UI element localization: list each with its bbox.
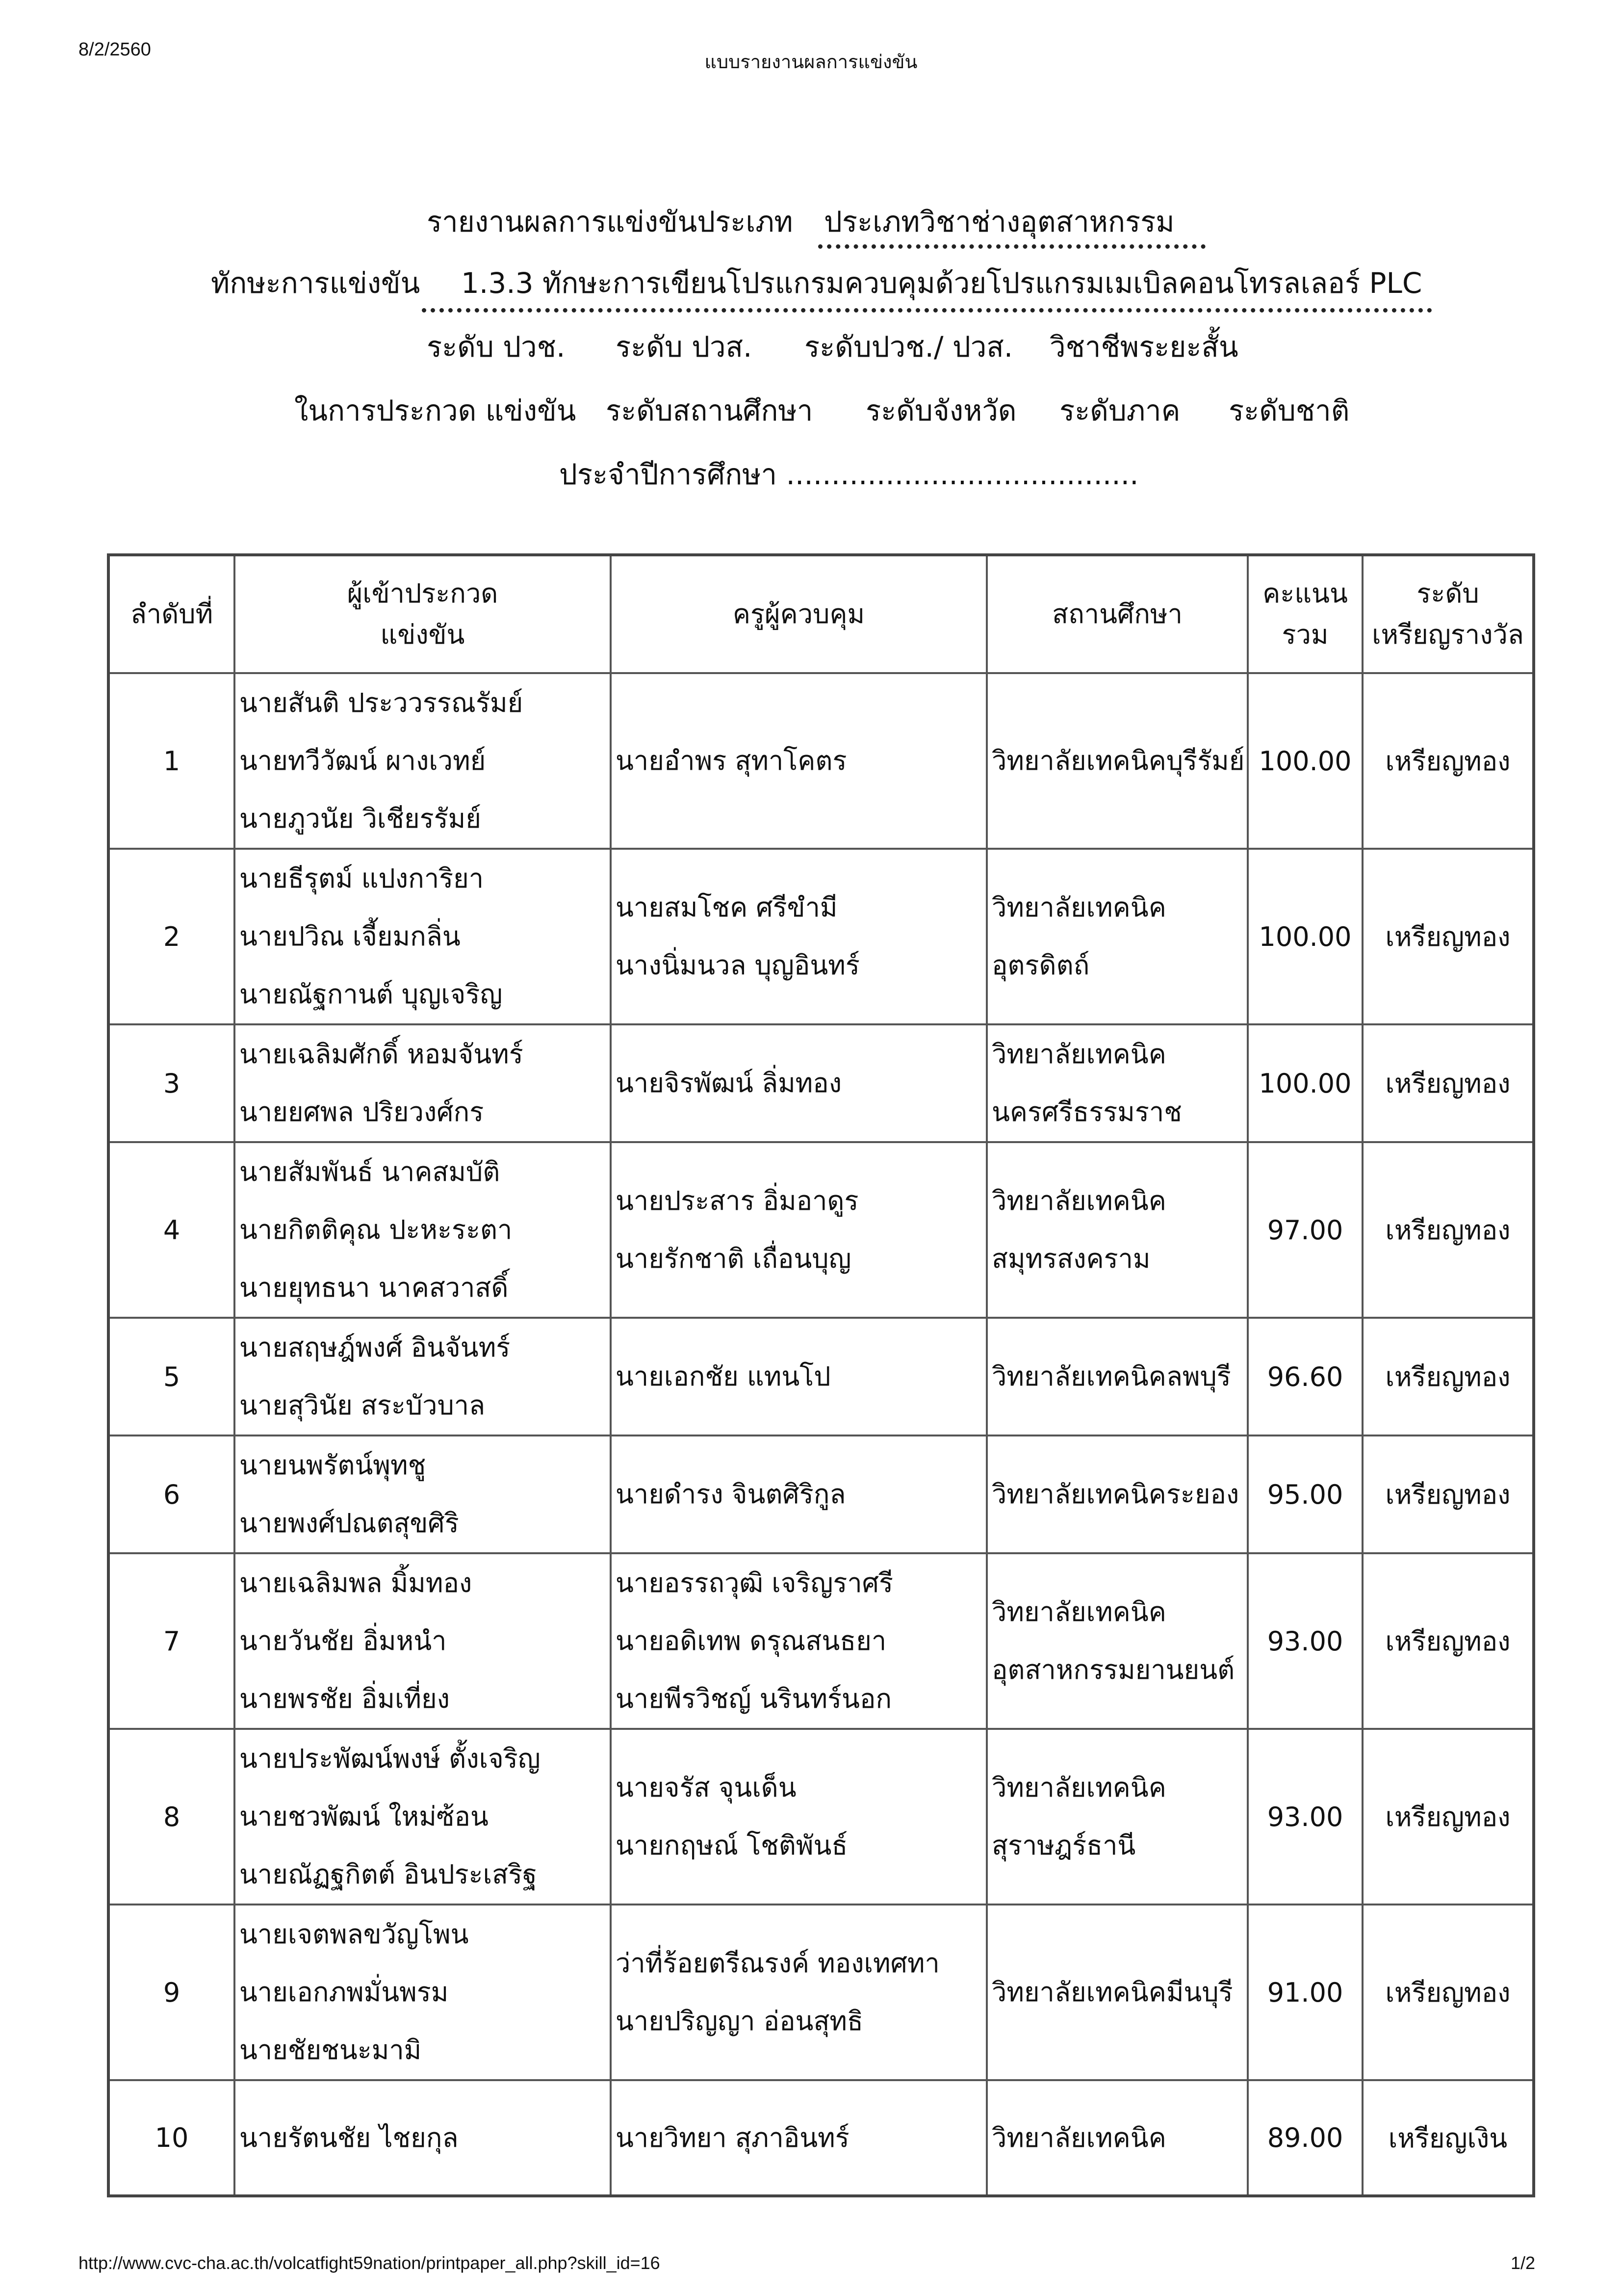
teachers-name: ว่าที่ร้อยตรีณรงค์ ทองเทศทา [616, 1948, 940, 1979]
school-name: วิทยาลัยเทคนิคระยอง [992, 1479, 1239, 1510]
teachers-name: นายปริญญา อ่อนสุทธิ [616, 2006, 863, 2036]
cell-award: เหรียญทอง [1363, 1142, 1534, 1318]
cell-score: 96.60 [1248, 1318, 1363, 1435]
contestants-name: นายกิตติคุณ ปะหะระตา [239, 1214, 513, 1245]
contest-level-region: ระดับภาค [1059, 394, 1181, 427]
cell-award: เหรียญทอง [1363, 1318, 1534, 1435]
cell-teachers [611, 1435, 987, 1553]
contest-level-province: ระดับจังหวัด [866, 394, 1017, 427]
cell-award: เหรียญทอง [1363, 1729, 1534, 1905]
cell-school [987, 2080, 1248, 2196]
print-url: http://www.cvc-cha.ac.th/volcatfight59nation/printpaper_all.php?skill_id=16 [78, 2253, 660, 2273]
print-page-title: แบบรายงานผลการแข่งขัน [704, 51, 918, 73]
teachers-name: นายวิทยา สุภาอินทร์ [616, 2122, 850, 2153]
contestants-name: นายเฉลิมศักดิ์ หอมจันทร์ [239, 1039, 523, 1070]
cell-rank: 6 [108, 1435, 234, 1553]
cell-contestants [234, 1905, 611, 2080]
teachers-name: นายเอกชัย แทนโป [616, 1361, 831, 1392]
school-name: นครศรีธรรมราช [992, 1096, 1182, 1127]
contestants-name: นายยศพล ปริยวงศ์กร [239, 1096, 484, 1127]
teachers-name: นายดำรง จินตศิริกูล [616, 1479, 846, 1510]
table-row [108, 1729, 1534, 1905]
cell-award: เหรียญทอง [1363, 1024, 1534, 1142]
cell-teachers [611, 1024, 987, 1142]
cell-score: 93.00 [1248, 1729, 1363, 1905]
header-teachers: ครูผู้ควบคุม [611, 555, 987, 673]
cell-rank: 10 [108, 2080, 234, 2196]
contestants-name: นายภูวนัย วิเชียรรัมย์ [239, 803, 481, 834]
cell-rank: 9 [108, 1905, 234, 2080]
cell-rank: 3 [108, 1024, 234, 1142]
cell-score: 89.00 [1248, 2080, 1363, 2196]
contestants-name: นายณัฏฐกิตต์ อินประเสริฐ [239, 1859, 537, 1890]
cell-rank: 7 [108, 1553, 234, 1729]
cell-rank: 1 [108, 673, 234, 849]
cell-contestants [234, 1318, 611, 1435]
school-name: วิทยาลัยเทคนิค [992, 1772, 1166, 1803]
cell-contestants [234, 2080, 611, 2196]
table-row [108, 673, 1534, 849]
table-row [108, 1905, 1534, 2080]
teachers-name: นายกฤษณ์ โชติพันธ์ [616, 1830, 848, 1861]
school-name: วิทยาลัยเทคนิค [992, 1596, 1166, 1627]
contestants-name: นายสัมพันธ์ นาคสมบัติ [239, 1156, 500, 1187]
cell-rank: 8 [108, 1729, 234, 1905]
teachers-name: นายพีรวิชญ์ นรินทร์นอก [616, 1683, 892, 1714]
contestants-name: นายธีรุตม์ แปงการิยา [239, 863, 484, 894]
cell-contestants [234, 1435, 611, 1553]
teachers-name: นายอรรถวุฒิ เจริญราศรี [616, 1567, 893, 1598]
table-row [108, 1553, 1534, 1729]
contestants-name: นายวันชัย อิ่มหนำ [239, 1625, 447, 1656]
contestants-name: นายสุวินัย สระบัวบาล [239, 1390, 486, 1421]
contestants-name: นายณัฐกานต์ บุญเจริญ [239, 979, 503, 1010]
header-rank: ลำดับที่ [108, 555, 234, 673]
academic-year: ประจำปีการศึกษา ....................................... [559, 458, 1139, 491]
school-name: อุตสาหกรรมยานยนต์ [992, 1654, 1235, 1685]
cell-teachers [611, 849, 987, 1024]
cell-school [987, 1905, 1248, 2080]
results-table [107, 553, 1535, 2197]
teachers-name: นายจิรพัฒน์ ลิ่มทอง [616, 1068, 842, 1098]
skill-label: ทักษะการแข่งขัน [211, 266, 420, 300]
cell-award: เหรียญทอง [1363, 849, 1534, 1024]
table-row [108, 2080, 1534, 2196]
cell-school [987, 1729, 1248, 1905]
cell-award: เหรียญทอง [1363, 1905, 1534, 2080]
cell-score: 95.00 [1248, 1435, 1363, 1553]
contestants-name: นายเอกภพมั่นพรม [239, 1977, 449, 2008]
skill-value: 1.3.3 ทักษะการเขียนโปรแกรมควบคุมด้วยโปรแกรมเมเบิลคอนโทรลเลอร์ PLC [461, 266, 1422, 300]
school-name: วิทยาลัยเทคนิค [992, 1039, 1166, 1070]
contestants-name: นายปวิณ เจี้ยมกลิ่น [239, 921, 461, 952]
header-score: คะแนน รวม [1248, 555, 1363, 673]
level-option-high-vocational: ระดับ ปวส. [616, 330, 752, 364]
contestants-name: นายสันติ ประววรรณรัมย์ [239, 687, 523, 718]
contestants-name: นายชวพัฒน์ ใหม่ซ้อน [239, 1801, 489, 1832]
contestants-name: นายยุทธนา นาคสวาสดิ์ [239, 1272, 509, 1303]
teachers-name: นายรักชาติ เถื่อนบุญ [616, 1243, 851, 1274]
table-row [108, 849, 1534, 1024]
cell-school [987, 673, 1248, 849]
level-option-short-course: วิชาชีพระยะสั้น [1050, 330, 1238, 364]
cell-contestants [234, 1729, 611, 1905]
contestants-name: นายเฉลิมพล มิ้มทอง [239, 1567, 472, 1598]
contestants-name: นายนพรัตน์พุทชู [239, 1450, 426, 1481]
header-contestants: ผู้เข้าประกวด แข่งขัน [234, 555, 611, 673]
contest-level-nation: ระดับชาติ [1229, 394, 1350, 427]
cell-score: 93.00 [1248, 1553, 1363, 1729]
level-option-both: ระดับปวช./ ปวส. [804, 330, 1013, 364]
table-row [108, 1024, 1534, 1142]
print-date: 8/2/2560 [78, 39, 151, 60]
cell-award: เหรียญทอง [1363, 673, 1534, 849]
header-school: สถานศึกษา [987, 555, 1248, 673]
contestants-name: นายสฤษฎ์พงศ์ อินจันทร์ [239, 1332, 511, 1363]
school-name: วิทยาลัยเทคนิคบุรีรัมย์ [992, 745, 1245, 776]
page-number: 1/2 [1511, 2253, 1536, 2273]
cell-contestants [234, 1024, 611, 1142]
cell-teachers [611, 673, 987, 849]
cell-school [987, 1024, 1248, 1142]
table-row [108, 1142, 1534, 1318]
cell-school [987, 1553, 1248, 1729]
cell-school [987, 1435, 1248, 1553]
cell-award: เหรียญเงิน [1363, 2080, 1534, 2196]
school-name: วิทยาลัยเทคนิค [992, 1185, 1166, 1216]
report-type-value: ประเภทวิชาช่างอุตสาหกรรม [824, 205, 1175, 238]
cell-school [987, 1142, 1248, 1318]
school-name: วิทยาลัยเทคนิค [992, 2122, 1166, 2153]
teachers-name: นายสมโชค ศรีขำมี [616, 892, 838, 923]
teachers-name: นายประสาร อิ่มอาดูร [616, 1185, 859, 1216]
contestants-name: นายประพัฒน์พงษ์ ตั้งเจริญ [239, 1743, 541, 1774]
contestants-name: นายทวีวัฒน์ ผางเวทย์ [239, 745, 486, 776]
dotted-underline [818, 244, 1206, 249]
cell-school [987, 1318, 1248, 1435]
cell-score: 100.00 [1248, 1024, 1363, 1142]
cell-rank: 4 [108, 1142, 234, 1318]
contest-label: ในการประกวด แข่งขัน [294, 394, 576, 427]
cell-score: 100.00 [1248, 849, 1363, 1024]
teachers-name: นายอดิเทพ ดรุณสนธยา [616, 1625, 887, 1656]
level-option-vocational: ระดับ ปวช. [427, 330, 566, 364]
cell-score: 91.00 [1248, 1905, 1363, 2080]
cell-contestants [234, 1553, 611, 1729]
school-name: สุราษฎร์ธานี [992, 1830, 1136, 1861]
school-name: สมุทรสงคราม [992, 1243, 1151, 1274]
cell-contestants [234, 849, 611, 1024]
cell-teachers [611, 1729, 987, 1905]
cell-score: 97.00 [1248, 1142, 1363, 1318]
cell-rank: 2 [108, 849, 234, 1024]
dotted-underline [422, 308, 1432, 313]
teachers-name: นายจรัส จุนเด็น [616, 1772, 797, 1803]
report-type-label: รายงานผลการแข่งขันประเภท [427, 205, 793, 238]
contestants-name: นายรัตนชัย ไชยกุล [239, 2122, 459, 2153]
cell-award: เหรียญทอง [1363, 1435, 1534, 1553]
cell-teachers [611, 1318, 987, 1435]
cell-teachers [611, 2080, 987, 2196]
school-name: วิทยาลัยเทคนิค [992, 892, 1166, 923]
cell-teachers [611, 1905, 987, 2080]
cell-contestants [234, 673, 611, 849]
school-name: อุตรดิตถ์ [992, 950, 1090, 981]
cell-contestants [234, 1142, 611, 1318]
cell-teachers [611, 1142, 987, 1318]
table-row [108, 1318, 1534, 1435]
contestants-name: นายชัยชนะมามิ [239, 2035, 422, 2065]
cell-teachers [611, 1553, 987, 1729]
teachers-name: นางนิ่มนวล บุญอินทร์ [616, 950, 860, 981]
contest-level-school: ระดับสถานศึกษา [606, 394, 813, 427]
table-row [108, 1435, 1534, 1553]
contestants-name: นายพงศ์ปณตสุขศิริ [239, 1508, 459, 1539]
teachers-name: นายอำพร สุทาโคตร [616, 745, 847, 776]
cell-score: 100.00 [1248, 673, 1363, 849]
header-award: ระดับ เหรียญรางวัล [1363, 555, 1534, 673]
contestants-name: นายเจตพลขวัญโพน [239, 1919, 469, 1950]
school-name: วิทยาลัยเทคนิคลพบุรี [992, 1361, 1231, 1392]
contestants-name: นายพรชัย อิ่มเที่ยง [239, 1683, 450, 1714]
school-name: วิทยาลัยเทคนิคมีนบุรี [992, 1977, 1233, 2008]
cell-school [987, 849, 1248, 1024]
cell-award: เหรียญทอง [1363, 1553, 1534, 1729]
cell-rank: 5 [108, 1318, 234, 1435]
table-header-row [108, 555, 1534, 673]
